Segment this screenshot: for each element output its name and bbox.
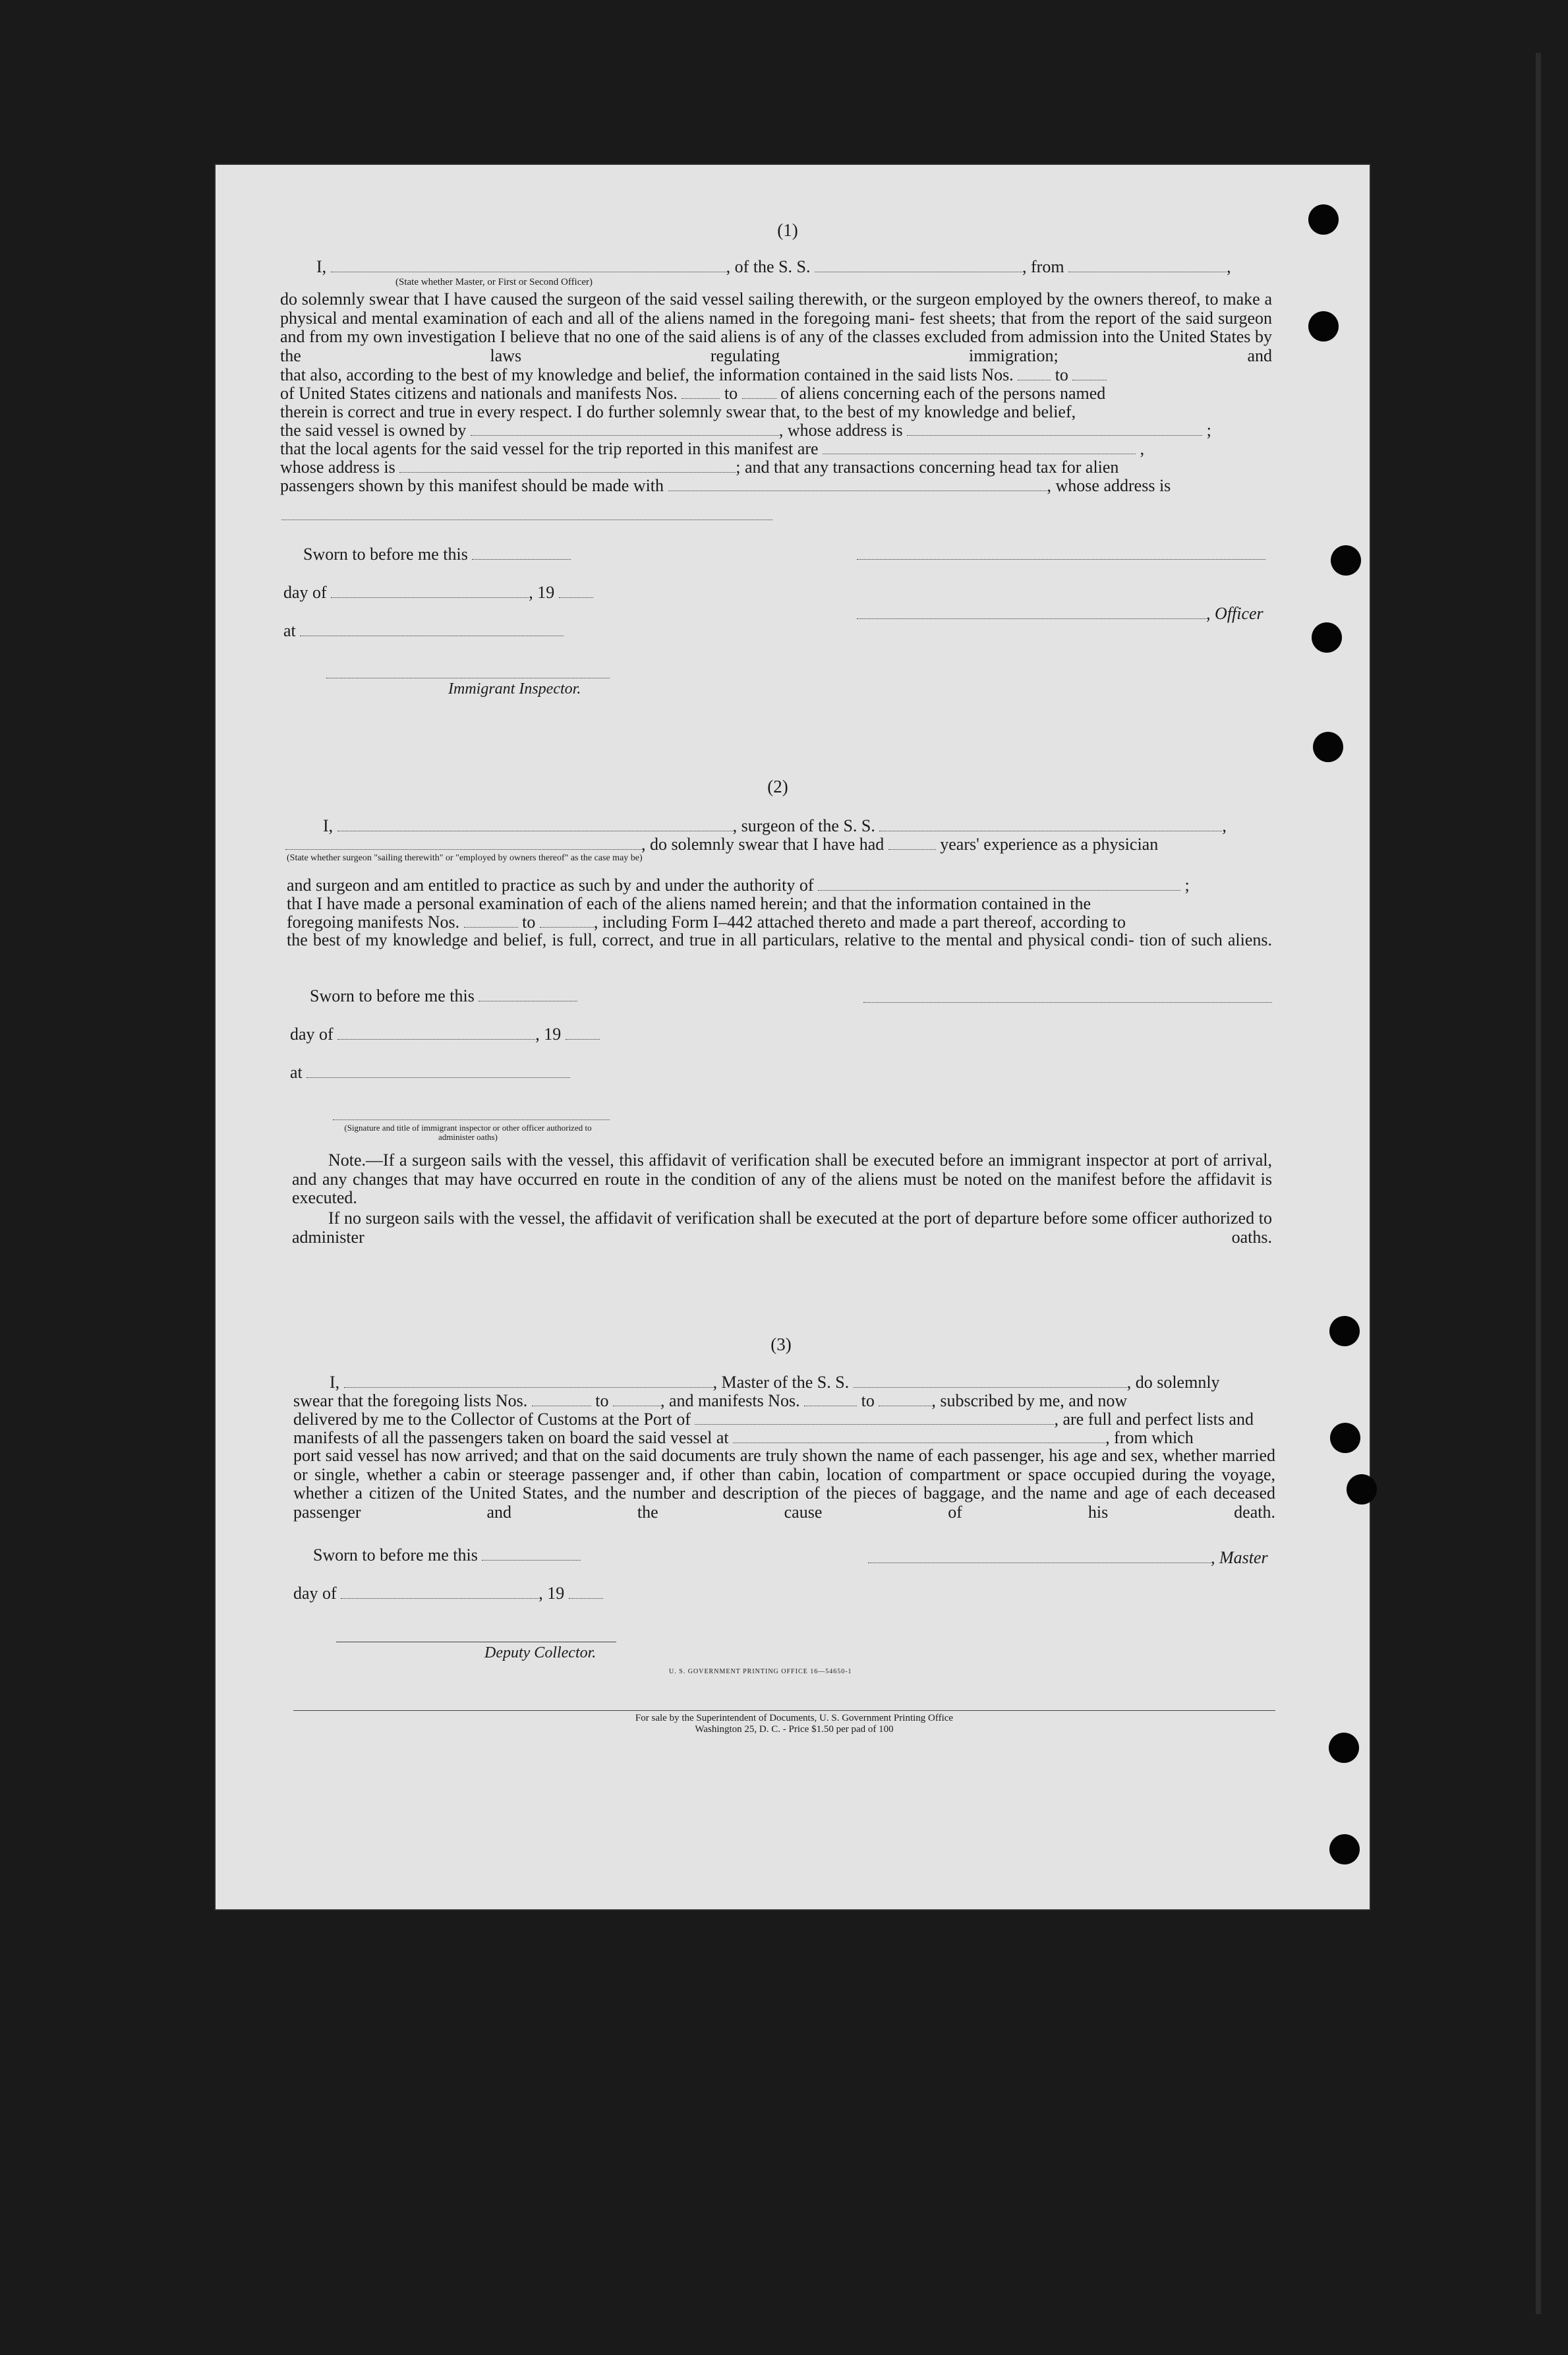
s3-solemnly: , do solemnly xyxy=(1126,1373,1220,1392)
s1-passengers-text: passengers shown by this manifest should be made with xyxy=(280,476,664,495)
punch-hole-4 xyxy=(1312,622,1342,653)
s2-at xyxy=(290,1063,570,1083)
s2-line-1 xyxy=(323,816,1227,836)
s3-master-name-blank[interactable] xyxy=(344,1386,713,1388)
s1-at-label: at xyxy=(283,621,296,640)
s2-year-blank[interactable] xyxy=(566,1038,600,1040)
film-frame-edge xyxy=(1536,53,1541,2314)
s2-years-text: years' experience as a physician xyxy=(940,835,1159,854)
s3-manifests-text: , and manifests Nos. xyxy=(660,1391,800,1410)
s1-dayof xyxy=(283,583,593,603)
s3-manifests-to-blank[interactable] xyxy=(879,1404,931,1406)
s1-line-1 xyxy=(316,257,1231,277)
s1-year-blank[interactable] xyxy=(559,596,593,598)
s1-head-tax-agent-blank[interactable] xyxy=(668,489,1047,491)
s1-aliens-text: of aliens concerning each of the persons named xyxy=(780,384,1106,403)
s2-manifests-text: foregoing manifests Nos. xyxy=(287,912,460,932)
s2-line-5 xyxy=(287,912,1126,932)
s2-surgeon-of-ss: , surgeon of the S. S. xyxy=(732,816,875,835)
s1-agent-address-blank[interactable] xyxy=(399,471,736,473)
s3-manifests-from-blank[interactable] xyxy=(804,1404,857,1406)
section-1-number: (1) xyxy=(777,220,798,240)
s2-line-4: that I have made a personal examination of each of the aliens named herein; and that the information contained in the xyxy=(287,894,1091,913)
s2-authority-text: and surgeon and am entitled to practice as such by and under the authority of xyxy=(287,876,814,895)
s3-year-prefix: , 19 xyxy=(538,1584,565,1603)
s2-years-blank[interactable] xyxy=(888,848,936,850)
s3-line-3 xyxy=(293,1410,1254,1429)
s2-manifests-to: to xyxy=(522,912,536,932)
punch-hole-6 xyxy=(1329,1316,1360,1346)
s1-comma: , xyxy=(1227,257,1231,276)
s2-year-prefix: , 19 xyxy=(535,1025,562,1044)
s3-port-blank[interactable] xyxy=(695,1423,1054,1425)
s3-boarded-text: manifests of all the passengers taken on board the said vessel at xyxy=(293,1428,729,1447)
s3-lists-from-blank[interactable] xyxy=(532,1404,591,1406)
s2-note-1: Note.—If a surgeon sails with the vessel, this affidavit of verification shall be executed before an immigrant inspector at port of arrival, and any changes that may have occurred en route in the condition of any of the aliens must be noted on the manifest before the affidavit is executed. xyxy=(292,1150,1272,1207)
s2-i: I, xyxy=(323,816,334,835)
s3-sworn-label: Sworn to before me this xyxy=(313,1545,478,1565)
punch-hole-10 xyxy=(1329,1834,1360,1864)
s2-sworn xyxy=(310,986,577,1006)
s1-paragraph: do solemnly swear that I have caused the surgeon of the said vessel sailing therewith, or the surgeon employed by the owners thereof, to make a physical and mental examination of each and all of the aliens named in the foregoing mani- fest sheets; that from the report of the said surgeon and from my own investigation I believe that no one of the said aliens is of any of the classes excluded from admission into the United States by the laws regulating immigration; and xyxy=(280,289,1272,365)
s1-at-blank[interactable] xyxy=(300,634,564,636)
s1-inspector-caption: Immigrant Inspector. xyxy=(448,680,581,698)
s1-dayof-label: day of xyxy=(283,583,327,602)
s2-comma: , xyxy=(1222,816,1227,835)
s2-line-3 xyxy=(287,876,1190,895)
s1-lists-from-blank[interactable] xyxy=(1018,378,1051,380)
s3-dayof-label: day of xyxy=(293,1584,337,1603)
s2-month-blank[interactable] xyxy=(337,1038,535,1040)
s1-manifests-text: of United States citizens and nationals and manifests Nos. xyxy=(280,384,678,403)
sale-notice xyxy=(465,1713,1124,1735)
s3-port-text: delivered by me to the Collector of Customs at the Port of xyxy=(293,1410,691,1429)
s3-line-4 xyxy=(293,1428,1194,1448)
s2-semicolon: ; xyxy=(1184,876,1190,895)
s1-rank-caption: (State whether Master, or First or Second Officer) xyxy=(395,277,593,287)
s3-dayof xyxy=(293,1584,603,1603)
s1-sworn-day-blank[interactable] xyxy=(472,558,571,560)
s1-head-tax-text: ; and that any transactions concerning head tax for alien xyxy=(736,458,1119,477)
s3-month-blank[interactable] xyxy=(341,1597,538,1599)
sale-notice-line-1: For sale by the Superintendent of Documents, U. S. Government Printing Office xyxy=(635,1713,954,1723)
s1-from: , from xyxy=(1022,257,1064,276)
s1-year-prefix: , 19 xyxy=(529,583,555,602)
s3-line-2 xyxy=(293,1391,1127,1411)
s1-month-blank[interactable] xyxy=(331,596,529,598)
s1-agents-comma: , xyxy=(1140,439,1145,458)
s1-officer-label: , Officer xyxy=(1206,604,1263,623)
section-3-number: (3) xyxy=(770,1334,792,1354)
punch-hole-8 xyxy=(1347,1474,1377,1505)
s1-owner-blank[interactable] xyxy=(471,434,779,436)
s2-vessel-blank[interactable] xyxy=(879,829,1222,831)
s1-line-g xyxy=(280,476,1171,496)
punch-hole-2 xyxy=(1308,311,1339,342)
s1-line-b xyxy=(280,384,1105,403)
s1-sworn-label: Sworn to before me this xyxy=(303,545,468,564)
s1-line-f xyxy=(280,458,1118,477)
s3-master-signature-blank[interactable] xyxy=(868,1561,1211,1563)
punch-hole-3 xyxy=(1331,545,1361,576)
s2-sworn-day-blank[interactable] xyxy=(479,999,577,1001)
punch-hole-5 xyxy=(1313,732,1343,762)
s1-manifests-from-blank[interactable] xyxy=(682,397,720,399)
s3-perfect-text: , are full and perfect lists and xyxy=(1054,1410,1254,1429)
s3-boarded-port-blank[interactable] xyxy=(733,1441,1105,1443)
s1-from-blank[interactable] xyxy=(1068,270,1227,272)
s2-manifests-to-blank[interactable] xyxy=(540,926,594,928)
s1-manifests-to-blank[interactable] xyxy=(742,397,776,399)
s2-surgeon-name-blank[interactable] xyxy=(337,829,733,831)
sale-notice-line-2: Washington 25, D. C. - Price $1.50 per pad of 100 xyxy=(695,1724,894,1735)
s2-manifests-from-blank[interactable] xyxy=(464,926,518,928)
section-2-number: (2) xyxy=(767,777,788,796)
s1-officer-line xyxy=(857,604,1263,624)
s2-note-2: If no surgeon sails with the vessel, the affidavit of verification shall be executed at the port of departure before some officer authorized to administer oaths. xyxy=(292,1208,1272,1247)
s1-line-e xyxy=(280,439,1144,459)
s1-line-d xyxy=(280,421,1211,440)
s3-master-line xyxy=(868,1548,1268,1568)
s3-master-label: , Master xyxy=(1211,1548,1268,1567)
s1-owner-address-blank[interactable] xyxy=(907,434,1202,436)
punch-hole-9 xyxy=(1329,1733,1359,1763)
s1-sworn xyxy=(303,545,571,564)
s1-i: I, xyxy=(316,257,327,276)
s3-manifests-to: to xyxy=(861,1391,875,1410)
s2-form-text: , including Form I–442 attached thereto and made a part thereof, according to xyxy=(593,912,1126,932)
s3-collector-caption: Deputy Collector. xyxy=(484,1644,596,1661)
s3-paragraph: port said vessel has now arrived; and that on the said documents are truly shown the name of each passenger, his age and sex, whether married or single, whether a cabin or steerage passenger and, if other than cabin, location of compartment or space occupied during the voyage, whether a citizen of the United States, and the number and description of the pieces of baggage, and the name and age of each deceased passenger and the cause of his death. xyxy=(293,1446,1275,1522)
s3-subscribed-text: , subscribed by me, and now xyxy=(931,1391,1128,1410)
s3-sworn-day-blank[interactable] xyxy=(482,1559,581,1561)
s2-dayof-label: day of xyxy=(290,1025,334,1044)
s2-status-caption: (State whether surgeon "sailing therewith" or "employed by owners thereof" as the case may be) xyxy=(287,853,643,863)
s2-authority-blank[interactable] xyxy=(818,889,1180,891)
s2-paragraph: the best of my knowledge and belief, is full, correct, and true in all particulars, relative to the mental and physical condi- tion of such aliens. xyxy=(287,930,1272,949)
s1-lists-to-blank[interactable] xyxy=(1072,378,1107,380)
s1-agents-text: that the local agents for the said vessel for the trip reported in this manifest are xyxy=(280,439,819,458)
s1-manifests-to: to xyxy=(724,384,738,403)
manifest-form-page xyxy=(214,164,1371,1911)
s1-head-tax-address-label: , whose address is xyxy=(1047,476,1171,495)
s3-lists-text: swear that the foregoing lists Nos. xyxy=(293,1391,528,1410)
s1-lists-text: that also, according to the best of my knowledge and belief, the information contained in the said lists Nos. xyxy=(280,365,1014,384)
s2-inspector-caption: (Signature and title of immigrant inspector or other officer authorized to administer oaths) xyxy=(344,1123,592,1142)
s2-inspector-signature-line[interactable] xyxy=(333,1119,610,1120)
s2-dayof xyxy=(290,1025,600,1044)
s3-i: I, xyxy=(330,1373,340,1392)
s1-agent-address-label: whose address is xyxy=(280,458,395,477)
s1-owned-by: the said vessel is owned by xyxy=(280,421,467,440)
gpo-imprint: U. S. GOVERNMENT PRINTING OFFICE 16—54650-1 xyxy=(669,1668,852,1675)
s3-from-which: , from which xyxy=(1105,1428,1194,1447)
s3-master-of-ss: , Master of the S. S. xyxy=(712,1373,850,1392)
s2-at-blank[interactable] xyxy=(306,1076,570,1078)
s1-line-c: therein is correct and true in every respect. I do further solemnly swear that, to the best of my knowledge and belief, xyxy=(280,402,1076,421)
s2-sworn-label: Sworn to before me this xyxy=(310,986,475,1005)
s1-vessel-blank[interactable] xyxy=(815,270,1022,272)
s2-status-blank[interactable] xyxy=(285,848,641,850)
s2-line-2 xyxy=(285,835,1158,854)
s1-line-a xyxy=(280,365,1107,385)
s3-vessel-blank[interactable] xyxy=(854,1386,1127,1388)
s2-at-label: at xyxy=(290,1063,303,1082)
s1-at xyxy=(283,621,564,641)
s2-surgeon-signature-line[interactable] xyxy=(863,1002,1272,1003)
s1-owner-address-label: , whose address is xyxy=(778,421,903,440)
punch-hole-1 xyxy=(1308,204,1339,235)
footer-rule xyxy=(293,1710,1275,1711)
s3-sworn xyxy=(313,1545,581,1565)
s1-officer-signature-line-1[interactable] xyxy=(857,559,1265,560)
s3-year-blank[interactable] xyxy=(569,1597,603,1599)
punch-hole-7 xyxy=(1330,1423,1360,1453)
s3-lists-to-blank[interactable] xyxy=(613,1404,660,1406)
s3-lists-to: to xyxy=(595,1391,609,1410)
s1-lists-to: to xyxy=(1055,365,1068,384)
s2-swear-text: , do solemnly swear that I have had xyxy=(641,835,885,854)
s1-officer-signature-blank[interactable] xyxy=(857,617,1206,619)
s1-agents-blank[interactable] xyxy=(823,452,1136,454)
s3-line-1 xyxy=(330,1373,1220,1392)
s1-semicolon: ; xyxy=(1206,421,1211,440)
s1-of-ss: , of the S. S. xyxy=(726,257,811,276)
s1-rank-blank[interactable] xyxy=(331,270,726,272)
